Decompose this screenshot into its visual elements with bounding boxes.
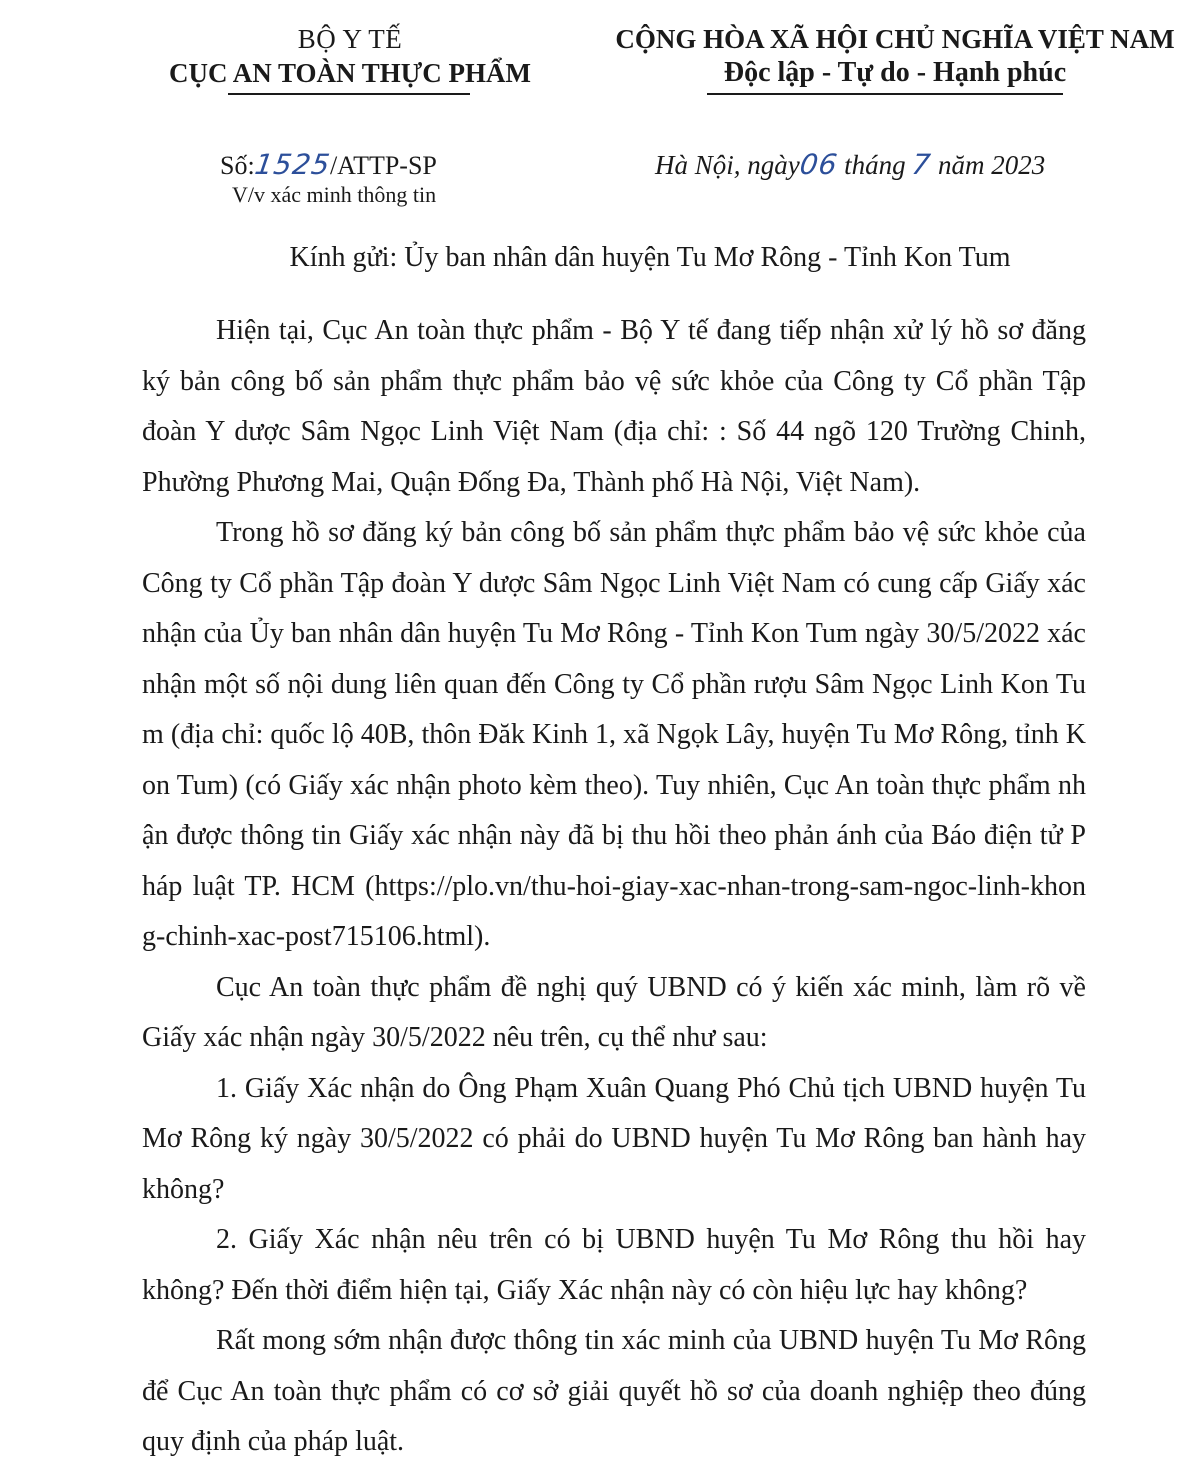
document-number xyxy=(220,145,437,186)
body-paragraph: Trong hồ sơ đăng ký bản công bố sản phẩm thực phẩm bảo vệ sức khỏe của Công ty Cổ phần Tập đoàn Y dược Sâm Ngọc Linh Việt Nam có cung cấp Giấy xác nhận của Ủy ban nhân dân huyện Tu Mơ Rông - Tỉnh Kon Tum ngày 30/5/2022 xác nhận một số nội dung liên quan đến Công ty Cổ phần rượu Sâm Ngọc Linh Kon Tum (địa chỉ: quốc lộ 40B, thôn Đăk Kinh 1, xã Ngọk Lây, huyện Tu Mơ Rông, tỉnh Kon Tum) (có Giấy xác nhận photo kèm theo). Tuy nhiên, Cục An toàn thực phẩm nhận được thông tin Giấy xác nhận này đã bị thu hồi theo phản ánh của Báo điện tử Pháp luật TP. HCM (https://plo.vn/thu-hoi-giay-xac-nhan-trong-sam-ngoc-linh-khong-chinh-xac-post715106.html). xyxy=(142,517,1086,952)
date-year: năm 2023 xyxy=(937,150,1046,180)
recipient-line: Kính gửi: Ủy ban nhân dân huyện Tu Mơ Rông - Tỉnh Kon Tum xyxy=(289,242,1011,273)
body-paragraph: 1. Giấy Xác nhận do Ông Phạm Xuân Quang Phó Chủ tịch UBND huyện Tu Mơ Rông ký ngày 30/5/2022 có phải do UBND huyện Tu Mơ Rông ban hành hay không? xyxy=(142,1072,1086,1205)
nation-name: CỘNG HÒA XÃ HỘI CHỦ NGHĨA VIỆT NAM xyxy=(615,24,1175,54)
issuer-header xyxy=(140,22,560,90)
handwritten-number: 1525 xyxy=(252,148,333,181)
date-line xyxy=(655,145,1045,185)
document-subject: V/v xác minh thông tin xyxy=(232,182,437,207)
issuer-underline xyxy=(228,93,470,95)
ministry-name: BỘ Y TẾ xyxy=(297,24,403,54)
national-header xyxy=(600,22,1190,90)
motto-underline xyxy=(707,93,1063,95)
department-name: CỤC AN TOÀN THỰC PHẨM xyxy=(168,58,532,88)
date-month-label: tháng xyxy=(844,150,906,180)
document-number-prefix: Số: xyxy=(220,151,255,180)
handwritten-day: 06 xyxy=(797,148,840,181)
document-number-suffix: /ATTP-SP xyxy=(329,151,437,180)
body-paragraph: Rất mong sớm nhận được thông tin xác minh của UBND huyện Tu Mơ Rông để Cục An toàn thực phẩm có cơ sở giải quyết hồ sơ của doanh nghiệp theo đúng quy định của pháp luật. xyxy=(142,1325,1086,1457)
body-paragraph: Hiện tại, Cục An toàn thực phẩm - Bộ Y tế đang tiếp nhận xử lý hồ sơ đăng ký bản công bố sản phẩm thực phẩm bảo vệ sức khỏe của Công ty Cổ phần Tập đoàn Y dược Sâm Ngọc Linh Việt Nam (địa chỉ: : Số 44 ngõ 120 Trường Chinh, Phường Phương Mai, Quận Đống Đa, Thành phố Hà Nội, Việt Nam). xyxy=(142,315,1086,498)
national-motto: Độc lập - Tự do - Hạnh phúc xyxy=(723,57,1067,88)
date-place-prefix: Hà Nội, ngày xyxy=(655,150,800,180)
body-paragraph: Cục An toàn thực phẩm đề nghị quý UBND có ý kiến xác minh, làm rõ về Giấy xác nhận ngày 30/5/2022 nêu trên, cụ thể như sau: xyxy=(142,971,1086,1053)
letter-body xyxy=(142,306,1086,1468)
handwritten-month: 7 xyxy=(910,148,934,181)
body-paragraph: 2. Giấy Xác nhận nêu trên có bị UBND huyện Tu Mơ Rông thu hồi hay không? Đến thời điểm hiện tại, Giấy Xác nhận này có còn hiệu lực hay không? xyxy=(142,1224,1086,1306)
